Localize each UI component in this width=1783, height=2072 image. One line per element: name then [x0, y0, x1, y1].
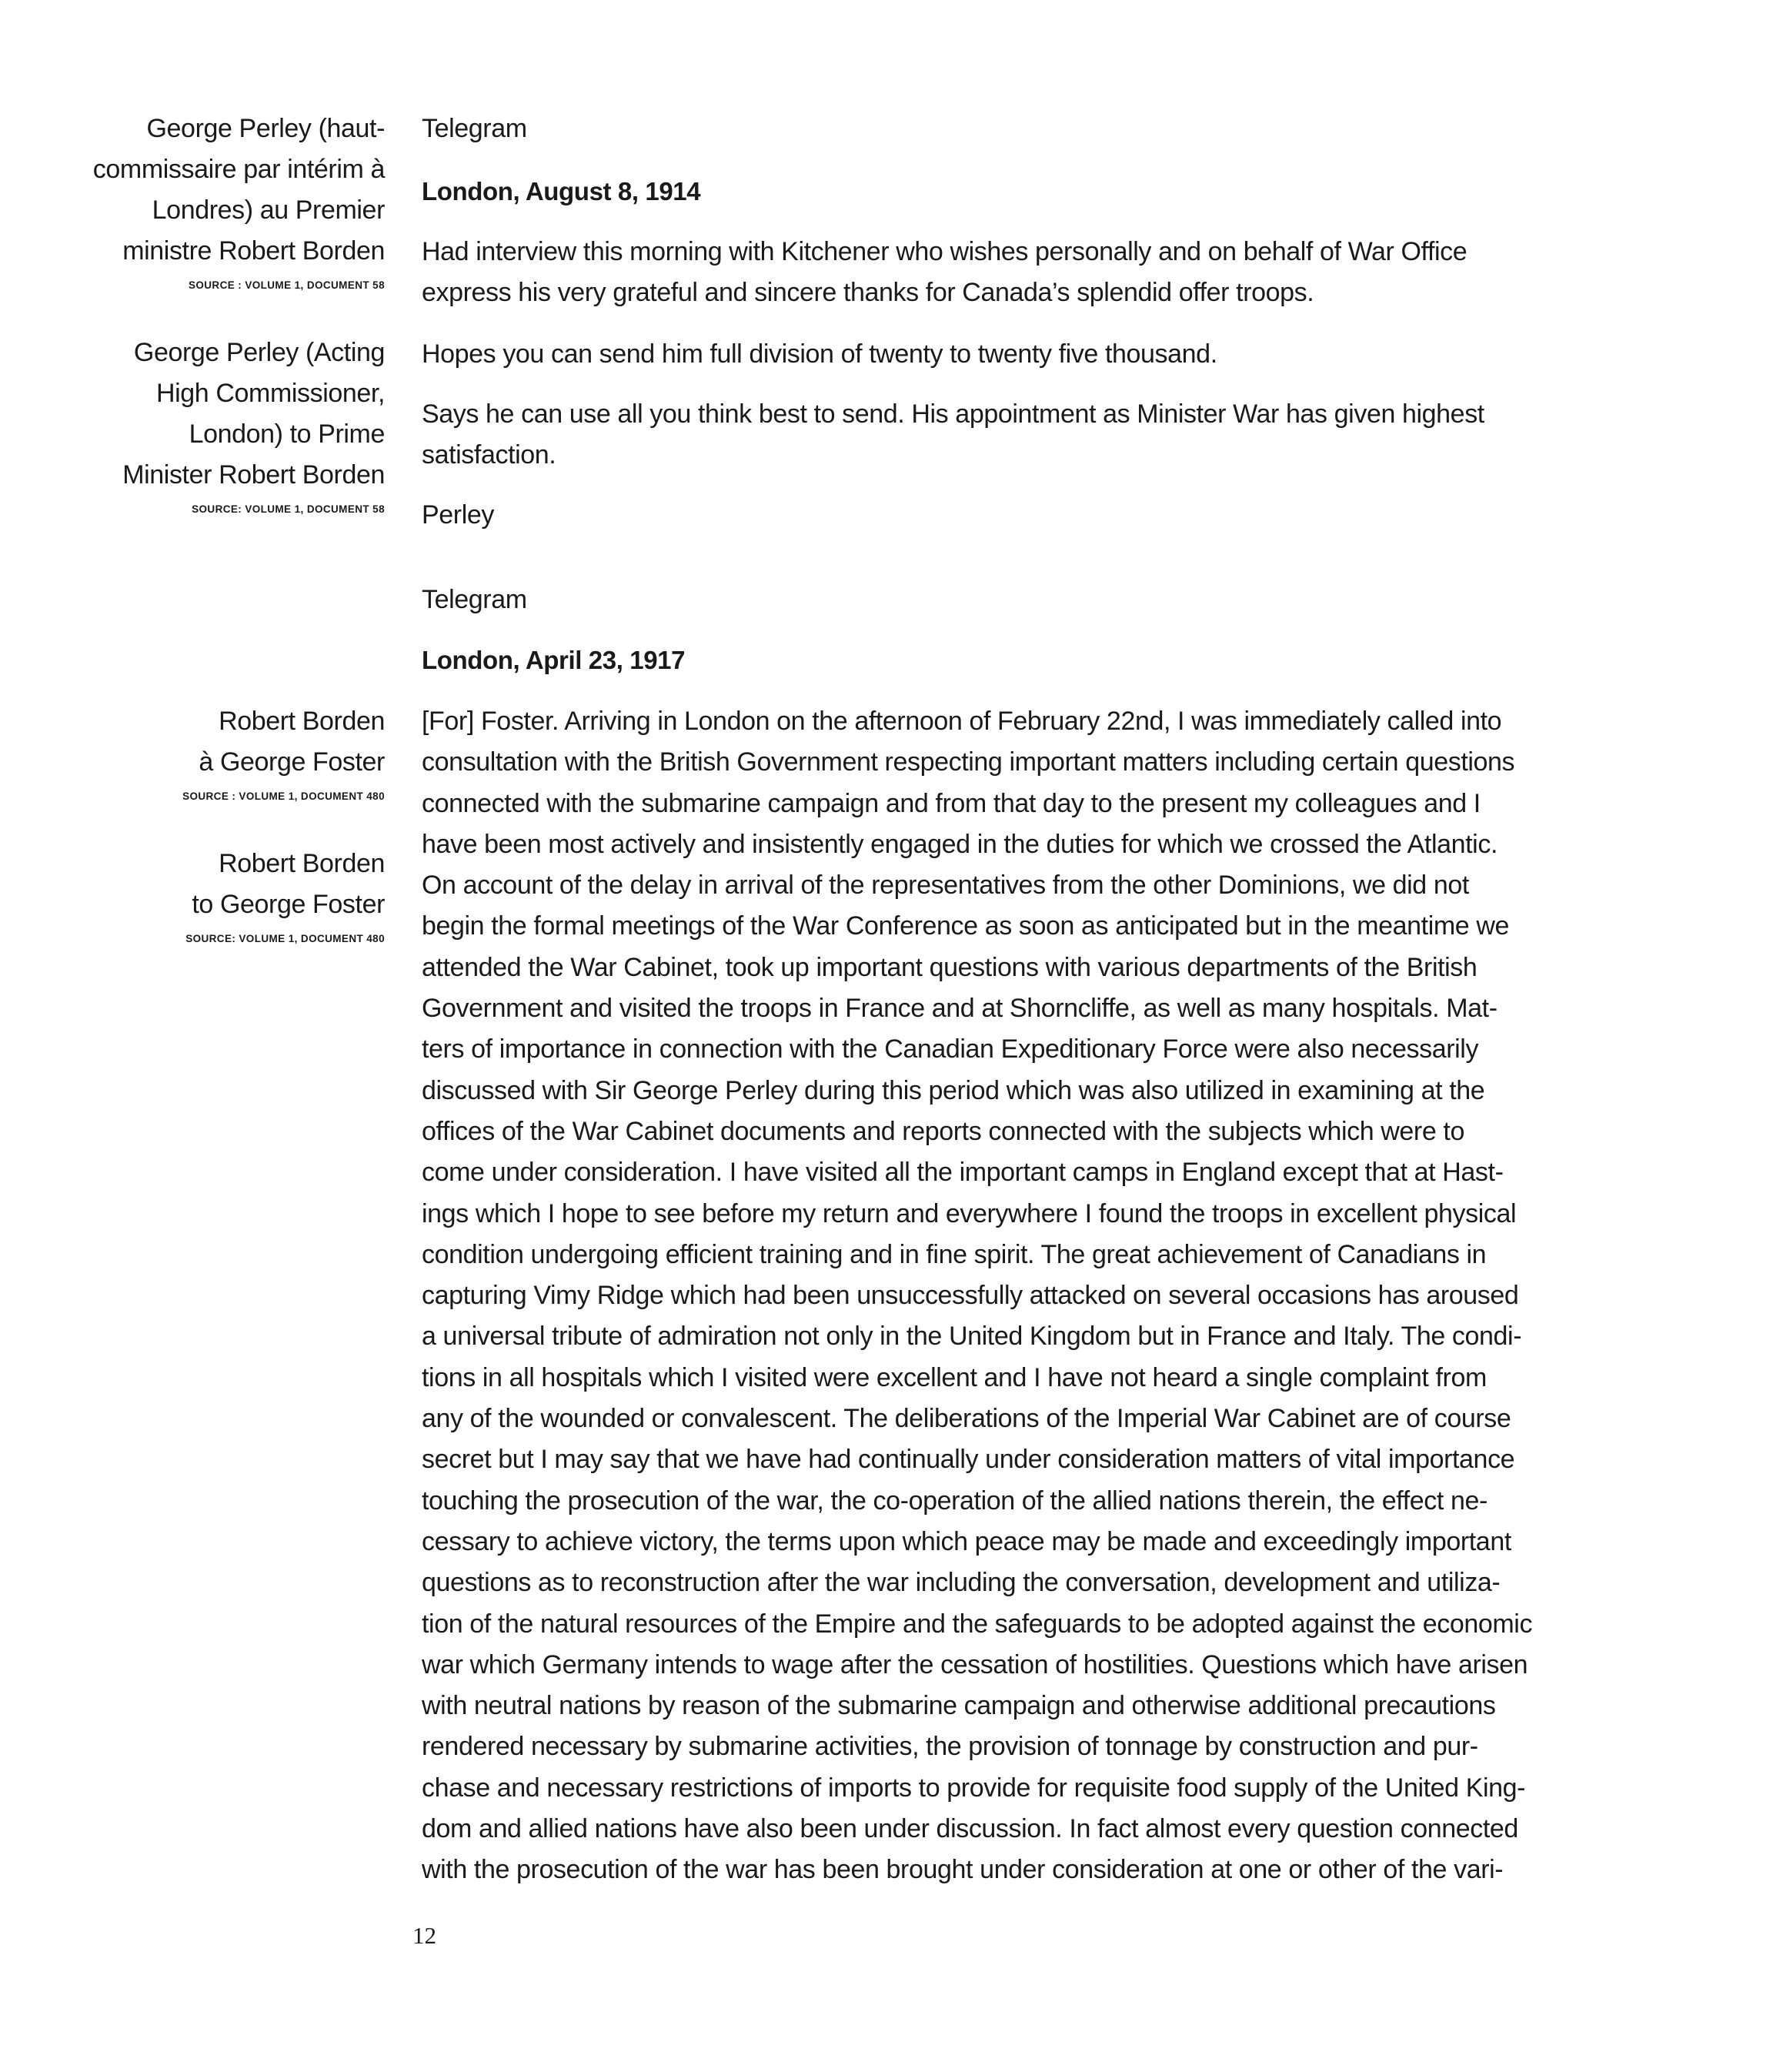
dateline: London, April 23, 1917: [422, 646, 686, 674]
text-line: any of the wounded or convalescent. The deliberations of the Imperial War Cabinet are of course: [422, 1404, 1511, 1434]
text-line: connected with the submarine campaign and from that day to the present my colleagues and I: [422, 788, 1481, 818]
text-line: express his very grateful and sincere thanks for Canada’s splendid offer troops.: [422, 278, 1314, 307]
text-line: come under consideration. I have visited all the important camps in England except that at Hast-: [422, 1158, 1504, 1188]
telegram-1-paragraph-1: [422, 232, 1568, 313]
sidenote-english-2: [77, 844, 385, 947]
page-number: 12: [412, 1922, 436, 1949]
text-line: secret but I may say that we have had continually under consideration matters of vital importance: [422, 1445, 1515, 1475]
telegram-2-type: [422, 580, 1568, 620]
text-line: questions as to reconstruction after the war including the conversation, development and utiliza-: [422, 1568, 1501, 1598]
sidenote-line: à George Foster: [199, 747, 385, 777]
sidenote-french-2: [77, 701, 385, 805]
text-line: with neutral nations by reason of the submarine campaign and otherwise additional precautions: [422, 1691, 1496, 1721]
telegram-1-type: [422, 109, 1568, 149]
telegram-1-signature: [422, 495, 1568, 536]
sidenote-line: George Perley (Acting: [133, 338, 385, 367]
signature: Perley: [422, 500, 494, 530]
sidenote-line: Londres) au Premier: [152, 196, 385, 225]
text-line: Hopes you can send him full division of twenty to twenty five thousand.: [422, 339, 1217, 369]
sidenote-source: SOURCE: VOLUME 1, DOCUMENT 58: [192, 503, 385, 515]
sidenote-source: SOURCE : VOLUME 1, DOCUMENT 480: [182, 790, 385, 802]
sidenote-line: ministre Robert Borden: [122, 236, 385, 266]
text-line: Says he can use all you think best to send. His appointment as Minister War has given highest: [422, 399, 1484, 429]
sidenote-line: to George Foster: [192, 890, 385, 919]
text-line: capturing Vimy Ridge which had been unsuccessfully attacked on several occasions has aroused: [422, 1281, 1519, 1311]
text-line: a universal tribute of admiration not only in the United Kingdom but in France and Italy. The condi-: [422, 1322, 1522, 1352]
text-line: rendered necessary by submarine activities, the provision of tonnage by construction and pur-: [422, 1732, 1478, 1762]
text-line: Government and visited the troops in France and at Shorncliffe, as well as many hospitals. Mat-: [422, 994, 1498, 1024]
text-line: attended the War Cabinet, took up important questions with various departments of the British: [422, 952, 1477, 982]
sidenote-line: Minister Robert Borden: [122, 460, 385, 490]
telegram-2-dateline: [422, 640, 1568, 680]
text-line: war which Germany intends to wage after the cessation of hostilities. Questions which have arisen: [422, 1649, 1528, 1679]
telegram-label: Telegram: [422, 114, 527, 143]
text-line: dom and allied nations have also been under discussion. In fact almost every question connected: [422, 1814, 1518, 1844]
text-line: offices of the War Cabinet documents and reports connected with the subjects which were to: [422, 1116, 1464, 1146]
sidenote-line: High Commissioner,: [155, 379, 385, 408]
text-line: have been most actively and insistently engaged in the duties for which we crossed the Atlantic.: [422, 829, 1498, 859]
sidenote-line: George Perley (haut-: [146, 114, 385, 143]
text-line: tion of the natural resources of the Empire and the safeguards to be adopted against the economic: [422, 1609, 1533, 1639]
text-line: consultation with the British Government respecting important matters including certain questions: [422, 747, 1515, 777]
sidenote-source: SOURCE: VOLUME 1, DOCUMENT 480: [185, 933, 385, 944]
text-line: with the prosecution of the war has been brought under consideration at one or other of the vari-: [422, 1855, 1504, 1885]
sidenote-source: SOURCE : VOLUME 1, DOCUMENT 58: [188, 279, 385, 291]
text-line: begin the formal meetings of the War Conference as soon as anticipated but in the meantime we: [422, 911, 1510, 941]
dateline: London, August 8, 1914: [422, 177, 701, 206]
text-line: touching the prosecution of the war, the co-operation of the allied nations therein, the effect ne-: [422, 1485, 1488, 1516]
text-line: discussed with Sir George Perley during this period which was also utilized in examining at the: [422, 1075, 1485, 1105]
text-line: cessary to achieve victory, the terms upon which peace may be made and exceedingly important: [422, 1526, 1511, 1556]
text-line: satisfaction.: [422, 440, 556, 470]
text-line: [For] Foster. Arriving in London on the afternoon of February 22nd, I was immediately called into: [422, 707, 1502, 736]
telegram-2-body: [422, 701, 1568, 1891]
telegram-1-paragraph-2: [422, 334, 1568, 375]
sidenote-english-1: [77, 333, 385, 518]
sidenote-line: Robert Borden: [219, 849, 385, 878]
text-line: Had interview this morning with Kitchener who wishes personally and on behalf of War Office: [422, 237, 1467, 266]
sidenote-line: London) to Prime: [189, 419, 385, 449]
telegram-1-paragraph-3: [422, 394, 1568, 476]
telegram-1-dateline: [422, 171, 1568, 212]
text-line: On account of the delay in arrival of the representatives from the other Dominions, we did not: [422, 871, 1469, 901]
text-line: chase and necessary restrictions of imports to provide for requisite food supply of the United King-: [422, 1773, 1526, 1803]
text-line: ings which I hope to see before my return and everywhere I found the troops in excellent physical: [422, 1198, 1517, 1228]
sidenote-french-1: [77, 109, 385, 294]
text-line: ters of importance in connection with the Canadian Expeditionary Force were also necessarily: [422, 1034, 1479, 1064]
text-line: tions in all hospitals which I visited were excellent and I have not heard a single complaint from: [422, 1362, 1487, 1392]
text-line: condition undergoing efficient training and in fine spirit. The great achievement of Canadians in: [422, 1239, 1487, 1269]
telegram-label: Telegram: [422, 585, 527, 614]
sidenote-line: Robert Borden: [219, 707, 385, 736]
sidenote-line: commissaire par intérim à: [92, 155, 385, 184]
